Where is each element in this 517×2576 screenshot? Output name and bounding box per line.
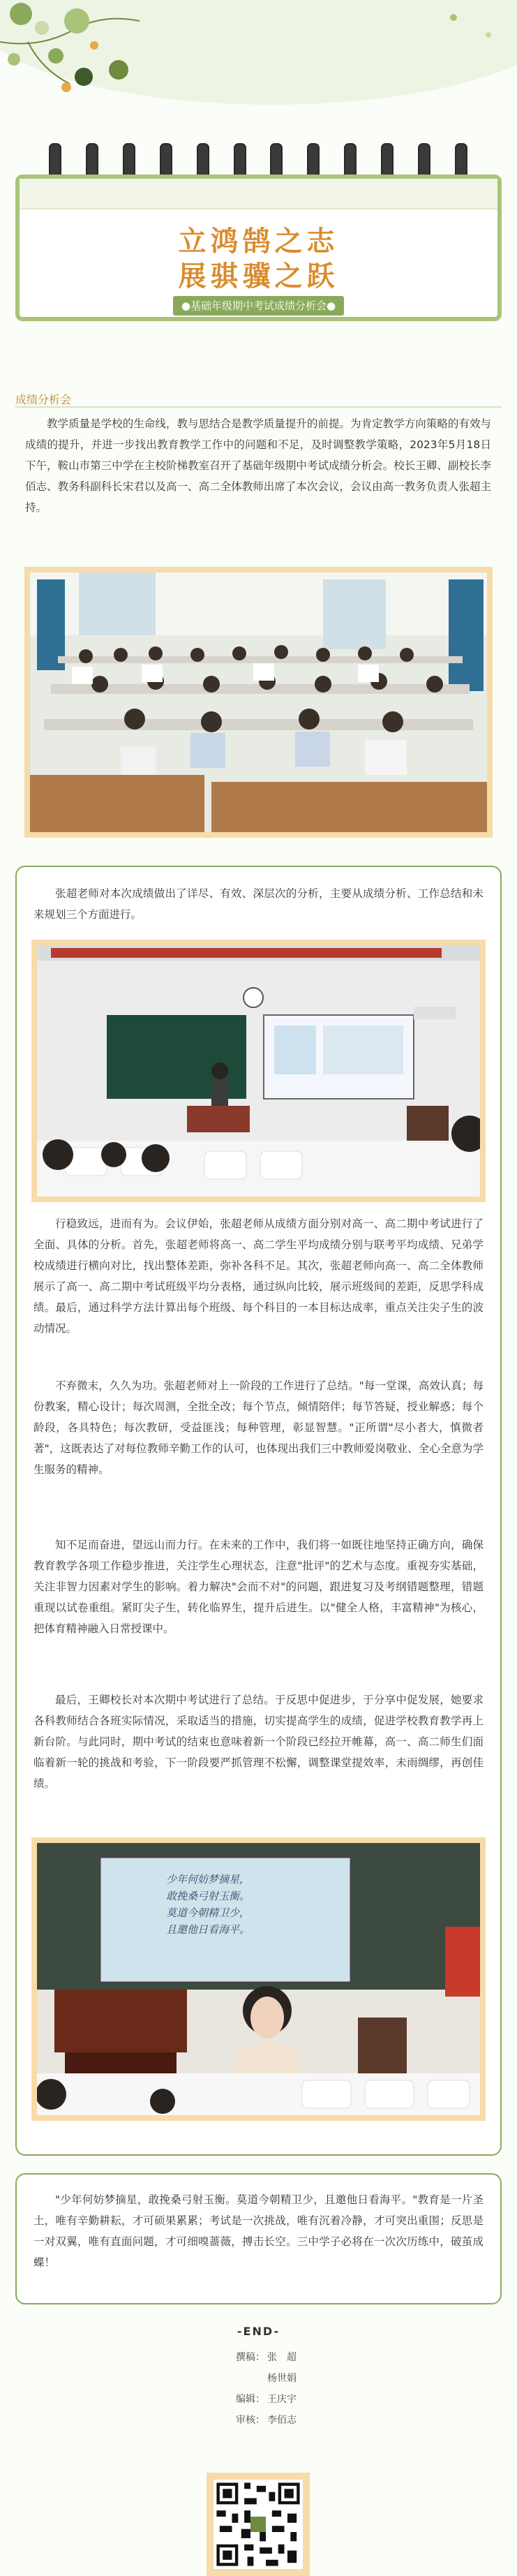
slide-poem-line-1: 少年何妨梦摘星， xyxy=(166,1873,250,1886)
binder-rings xyxy=(49,143,467,178)
photo-presenter xyxy=(31,940,486,1202)
box1-paragraph-1: 张超老师对本次成绩做出了详尽、有效、深层次的分析，主要从成绩分析、工作总结和未来规划三个方面进行。 xyxy=(33,887,484,921)
subtitle-badge: ●基础年级期中考试成绩分析会● xyxy=(173,296,344,316)
credit-role-3: 编辑： xyxy=(236,2394,265,2405)
section-divider xyxy=(15,406,502,408)
credit-name-4: 李佰志 xyxy=(267,2415,297,2426)
section-label: 成绩分析会 xyxy=(15,393,72,406)
slide-poem-line-2: 敢挽桑弓射玉衡。 xyxy=(166,1890,250,1902)
credit-name-3: 王庆宇 xyxy=(267,2394,297,2405)
end-label: -END- xyxy=(237,2325,280,2338)
box1-paragraph-4: 知不足而奋进，望远山而力行。在未来的工作中，我们将一如既往地坚持正确方向，确保教育教学各项工作稳步推进，关注学生心理状态，注意"批评"的艺术与态度。重视夯实基础，关注非智力因素对学生的影响。着力解决"会而不对"的问题，跟进复习及考纲错题整理，错题重现以试卷重组。紧盯尖子生，转化临界生，提升后进生。以"健全人格，丰富精神"为核心，把体育精神融入日常授课中。 xyxy=(33,1539,484,1635)
photo-audience xyxy=(24,567,493,838)
credit-name-1: 张 超 xyxy=(267,2352,297,2363)
slide-poem xyxy=(166,1871,320,1938)
qr-code-icon xyxy=(213,2480,303,2569)
title-line-1: 立鸿鹄之志 xyxy=(178,225,339,258)
box1-paragraph-2: 行稳致远，进而有为。会议伊始，张超老师从成绩方面分别对高一、高二期中考试进行了全面、具体的分析。首先，张超老师将高一、高二学生平均成绩分别与联考平均成绩、兄弟学校成绩进行横向对比，找出整体差距，弥补各科不足。其次，张超老师向高一、高二全体教师展示了高一、高二期中考试班级平均分表格，通过纵向比较，展示班级间的差距，反思学科成绩。最后，通过科学方法计算出每个班级、每个科目的一本目标达成率，重点关注尖子生的波动情况。 xyxy=(33,1217,484,1335)
qr-code[interactable] xyxy=(213,2480,303,2569)
credit-name-2: 杨世娟 xyxy=(267,2373,297,2384)
presenter-photo-illustration xyxy=(37,945,480,1197)
photo-principal xyxy=(31,1837,486,2121)
audience-photo-illustration xyxy=(30,572,487,832)
credit-role-1: 撰稿： xyxy=(236,2352,265,2363)
branch-decoration xyxy=(0,0,517,140)
qr-code-frame xyxy=(207,2473,310,2576)
box1-paragraph-3: 不弃微末，久久为功。张超老师对上一阶段的工作进行了总结。"每一堂课，高效认真；每份教案，精心设计；每次周测，全批全改；每个节点，倾情陪伴；每节答疑，授业解惑；每个龄段，各具特色；每次教研，受益匪浅；每种管理，彰显智慧。"正所谓"尽小者大，慎微者著"，这既表达了对每位教师辛勤工作的认可，也体现出我们三中教师爱岗敬业、全心全意为学生服务的精神。 xyxy=(33,1379,484,1476)
intro-paragraph: 教学质量是学校的生命线，教与思结合是教学质量提升的前提。为肯定教学方向策略的有效与成绩的提升，并进一步找出教育教学工作中的问题和不足，及时调整教学策略，2023年5月18日下午，鞍山市第三中学在主校阶梯教室召开了基础年级期中考试成绩分析会。校长王卿、副校长李佰志、教务科副科长宋君以及高一、高二全体教师出席了本次会议，会议由高一教务负责人张超主持。 xyxy=(25,417,491,514)
slide-poem-line-3: 莫道今朝精卫少， xyxy=(166,1907,250,1919)
box1-paragraph-5: 最后，王卿校长对本次期中考试进行了总结。于反思中促进步，于分享中促发展，她要求各科教师结合各班实际情况，采取适当的措施，切实提高学生的成绩，促进学校教育教学再上新台阶。与此同时，期中考试的结束也意味着新一个阶段已经拉开帷幕，高一、高二师生们面临着新一轮的挑战和考验，下一阶段要严抓管理不松懈，调整课堂提效率，未雨绸缪，再创佳绩。 xyxy=(33,1694,484,1790)
slide-poem-line-4: 且邀他日看海平。 xyxy=(166,1923,250,1936)
closing-paragraph: "少年何妨梦摘星，敢挽桑弓射玉衡。莫道今朝精卫少，且邀他日看海平。"教育是一片圣土，唯有辛勤耕耘，才可硕果累累；考试是一次挑战，唯有沉着冷静，才可突出重围；反思是一对双翼，唯有直面问题，才可细嗅蔷薇，搏击长空。三中学子必将在一次次历练中，破茧成蝶！ xyxy=(33,2193,484,2269)
credit-role-4: 审核： xyxy=(236,2415,265,2426)
title-card xyxy=(15,175,502,321)
title-line-2: 展骐骥之跃 xyxy=(178,260,339,293)
